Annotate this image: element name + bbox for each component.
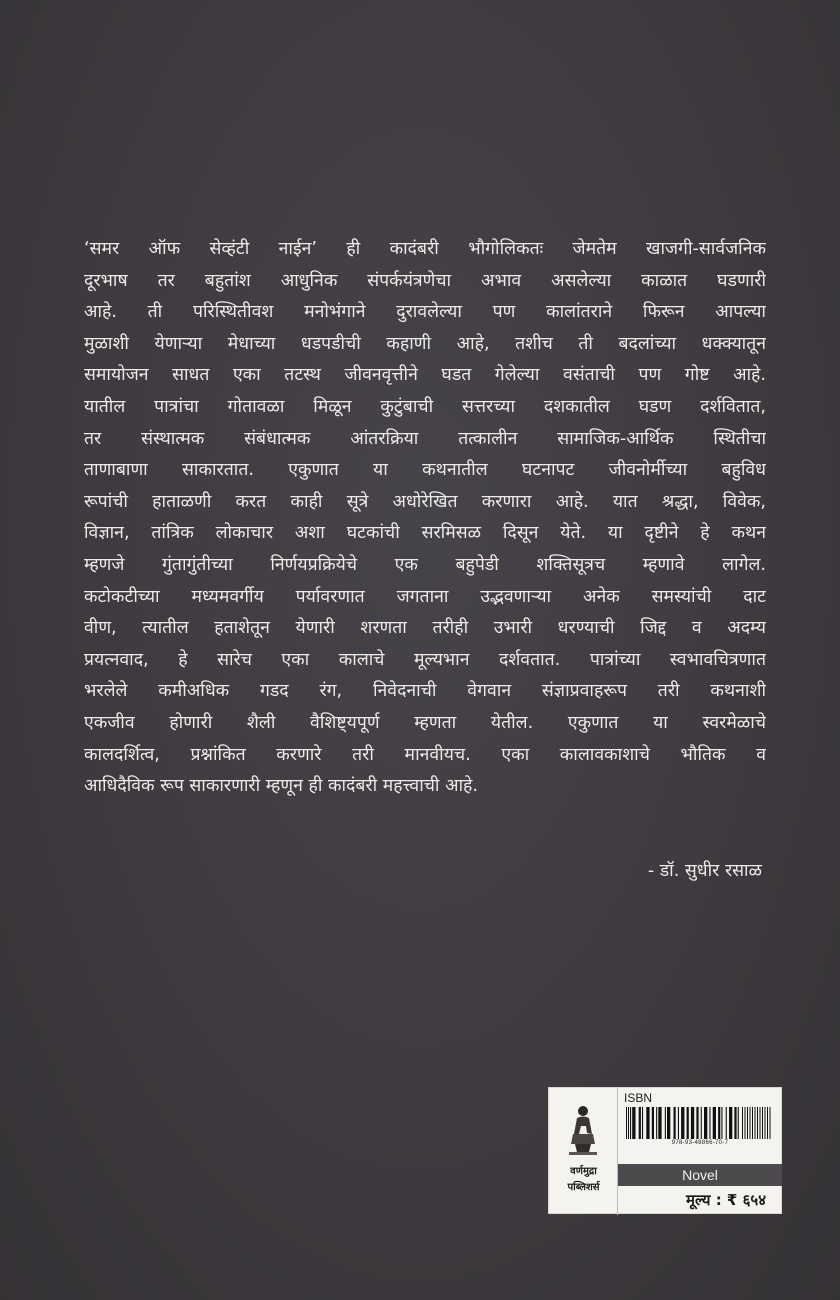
blurb-line: मुळाशी येणाऱ्या मेधाच्या धडपडीची कहाणी आहे, तशीच ती बदलांच्या धक्क्यातून	[84, 333, 766, 354]
blurb-author: - डॉ. सुधीर रसाळ	[647, 861, 762, 881]
barcode-bar	[646, 1107, 649, 1139]
barcode-label	[548, 1087, 782, 1214]
blurb-line: आधिदैविक रूप साकारणारी म्हणून ही कादंबरी महत्त्वाची आहे.	[84, 776, 478, 797]
barcode-bar	[674, 1107, 676, 1139]
publisher-name-line1: वर्णमुद्रा	[570, 1166, 597, 1177]
blurb-line: एकजीव होणारी शैली वैशिष्ट्यपूर्ण म्हणता येतील. एकुणात या स्वरमेळाचे	[84, 712, 766, 733]
barcode-bar	[718, 1107, 720, 1139]
blurb-line: विज्ञान, तांत्रिक लोकाचार अशा घटकांची सरमिसळ दिसून येते. या दृष्टीने हे कथन	[84, 523, 766, 544]
barcode-bar	[687, 1107, 689, 1139]
seated-figure-icon	[565, 1104, 601, 1156]
barcode-bar	[630, 1107, 631, 1139]
blurb-line: यातील पात्रांचा गोतावळा मिळून कुटुंबाची सत्तरच्या दशकातील घडण दर्शवितात,	[84, 396, 766, 417]
blurb-line: आहे. ती परिस्थितीवश मनोभंगाने दुरावलेल्या पण कालांतराने फिरून आपल्या	[84, 302, 766, 323]
blurb-line: दूरभाष तर बहुतांश आधुनिक संपर्कयंत्रणेचा अभाव असलेल्या काळात घडणारी	[84, 270, 766, 291]
genre-label: Novel	[618, 1164, 782, 1186]
barcode-bar	[658, 1107, 661, 1139]
barcode-bar	[713, 1107, 716, 1139]
barcode-bar	[757, 1107, 758, 1139]
barcode-bar	[750, 1107, 751, 1139]
barcode-bar	[745, 1107, 746, 1139]
barcode-bar	[762, 1107, 763, 1139]
blurb-line: ताणाबाणा साकारतात. एकुणात या कथनातील घटनापट जीवनोर्मीच्या बहुविध	[84, 460, 766, 481]
barcode-bar	[678, 1107, 679, 1139]
price-label: मूल्य : ₹ ६५४	[685, 1191, 766, 1209]
barcode-bar	[742, 1107, 743, 1139]
blurb-text	[84, 234, 766, 803]
blurb-line: वीण, त्यातील हताशेतून येणारी शरणता तरीही उभारी धरण्याची जिद्द व अदम्य	[84, 618, 766, 639]
barcode-bar	[738, 1107, 739, 1139]
barcode-bar	[691, 1107, 694, 1139]
barcode-bar	[760, 1107, 761, 1139]
barcode-bar	[696, 1107, 698, 1139]
blurb-line: रूपांची हाताळणी करत काही सूत्रे अधोरेखित करणारा आहे. यात श्रद्धा, विवेक,	[84, 491, 766, 512]
barcode-bar	[755, 1107, 756, 1139]
barcode-bar	[770, 1107, 771, 1139]
blurb-line: तर संस्थात्मक संबंधात्मक आंतरक्रिया तत्कालीन सामाजिक-आर्थिक स्थितीचा	[84, 428, 766, 449]
blurb-line: समायोजन साधत एका तटस्थ जीवनवृत्तीने घडत गेलेल्या वसंताची पण गोष्ट आहे.	[84, 365, 766, 386]
publisher-block	[549, 1088, 618, 1215]
isbn-label: ISBN	[624, 1091, 653, 1105]
barcode-bar	[656, 1107, 657, 1139]
publisher-name-line2: पब्लिशर्स	[567, 1182, 600, 1193]
barcode-bar	[626, 1107, 627, 1139]
barcode-bar	[701, 1107, 702, 1139]
barcode-bar	[642, 1107, 643, 1139]
isbn-barcode	[624, 1107, 776, 1139]
barcode-bar	[726, 1107, 727, 1139]
blurb-line: कालदर्शित्व, प्रश्नांकित करणारे तरी मानवीयच. एका कालावकाशाचे भौतिक व	[84, 744, 766, 765]
barcode-bar	[767, 1107, 768, 1139]
barcode-bar	[652, 1107, 654, 1139]
barcode-bar	[628, 1107, 629, 1139]
barcode-bar	[665, 1107, 666, 1139]
barcode-bar	[734, 1107, 736, 1139]
blurb-line: प्रयत्नवाद, हे सारेच एका कालाचे मूल्यभान दर्शवतात. पात्रांच्या स्वभावचित्रणात	[84, 649, 766, 670]
barcode-bar	[681, 1107, 684, 1139]
blurb-line: भरलेले कमीअधिक गडद रंग, निवेदनाची वेगवान संज्ञाप्रवाहरूप तरी कथनाशी	[84, 681, 766, 702]
barcode-bar	[667, 1107, 670, 1139]
blurb-line: कटोकटीच्या मध्यमवर्गीय पर्यावरणात जगताना उद्भवणाऱ्या अनेक समस्यांची दाट	[84, 586, 766, 607]
barcode-bar	[639, 1107, 641, 1139]
blurb-line: म्हणजे गुंतागुंतीच्या निर्णयप्रक्रियेचे एक बहुपेडी शक्तिसूत्रच म्हणावे लागेल.	[84, 554, 766, 575]
isbn-number: 978-93-48866-70-7	[671, 1140, 729, 1146]
barcode-bar	[704, 1107, 707, 1139]
barcode-bar	[632, 1107, 635, 1139]
barcode-bar	[721, 1107, 722, 1139]
barcode-bar	[765, 1107, 766, 1139]
barcode-bar	[709, 1107, 710, 1139]
blurb-line: ‘समर ऑफ सेव्हंटी नाईन’ ही कादंबरी भौगोलिकतः जेमतेम खाजगी-सार्वजनिक	[84, 239, 766, 259]
barcode-bar	[747, 1107, 748, 1139]
barcode-bar	[729, 1107, 732, 1139]
barcode-bar	[752, 1107, 753, 1139]
